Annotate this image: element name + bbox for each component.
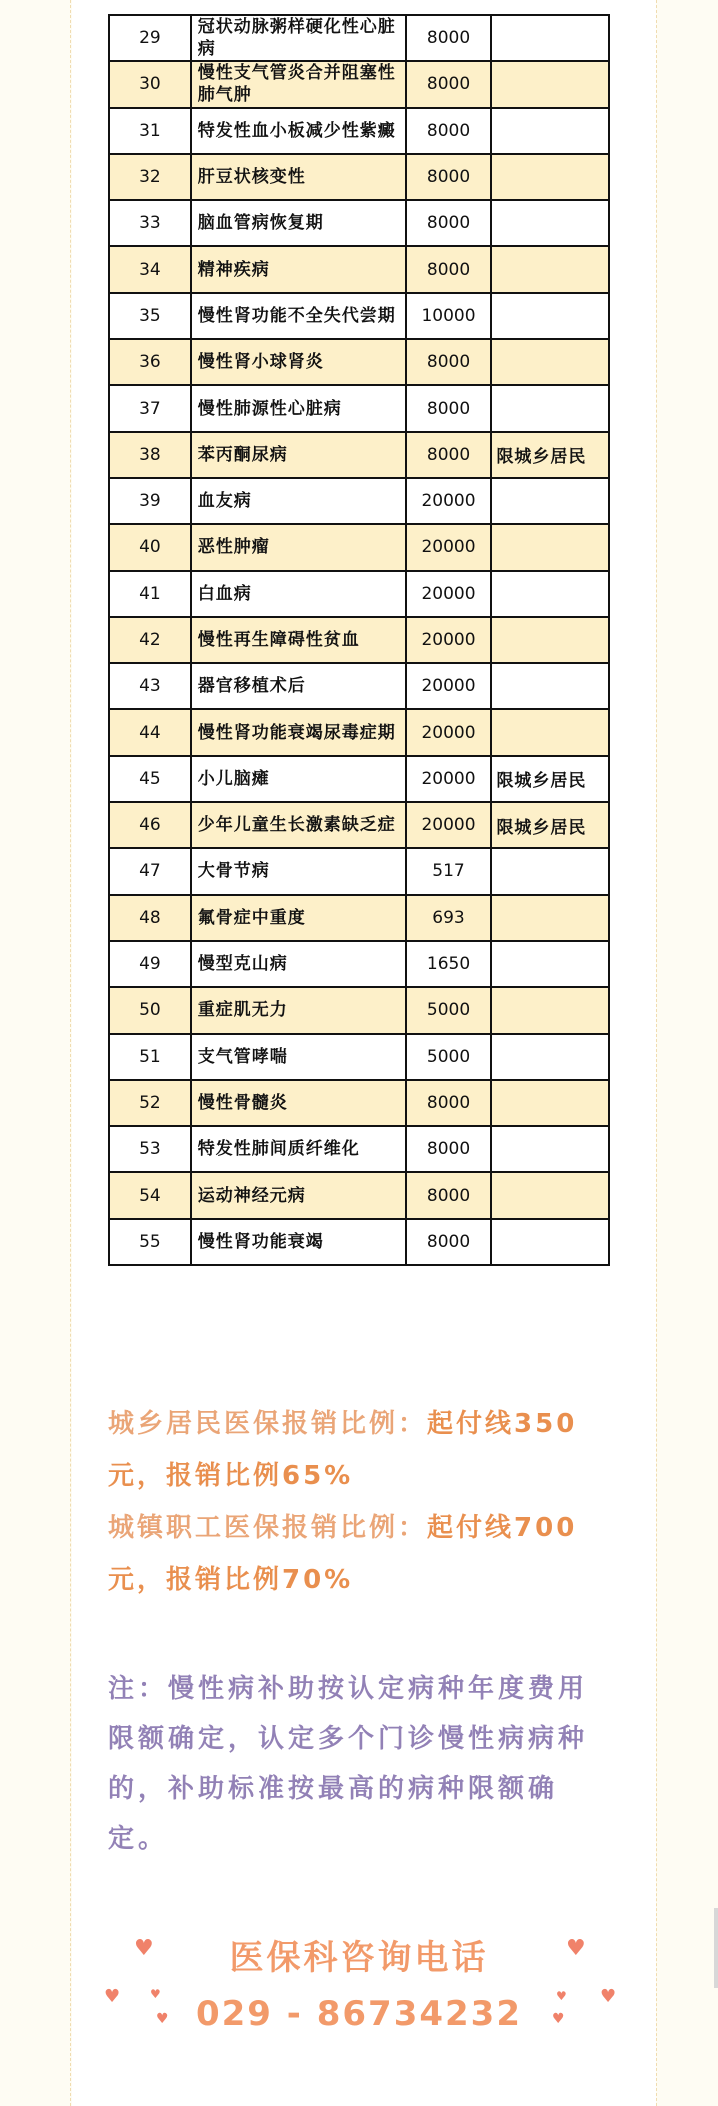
remark <box>491 200 609 246</box>
remark <box>491 709 609 755</box>
disease-name: 大骨节病 <box>191 848 406 894</box>
row-number: 40 <box>109 524 191 570</box>
annual-limit: 8000 <box>406 15 492 61</box>
table-row <box>109 987 609 1033</box>
row-number: 37 <box>109 385 191 431</box>
disease-name: 慢型克山病 <box>191 941 406 987</box>
subsidy-note: 注：慢性病补助按认定病种年度费用限额确定，认定多个门诊慢性病病种的，补助标准按最高的病种限额确定。 <box>108 1674 589 1854</box>
row-number: 36 <box>109 339 191 385</box>
remark <box>491 663 609 709</box>
scroll-edge <box>714 1908 718 1988</box>
remark <box>491 293 609 339</box>
table-row <box>109 663 609 709</box>
annual-limit: 8000 <box>406 1219 492 1265</box>
row-number: 31 <box>109 108 191 154</box>
annual-limit: 8000 <box>406 61 492 107</box>
row-number: 54 <box>109 1172 191 1218</box>
table-row <box>109 1126 609 1172</box>
heart-icon: ♥ <box>600 1986 617 2007</box>
worker-policy-label: 城镇职工医保报销比例： <box>108 1513 428 1543</box>
table-body <box>109 15 609 1265</box>
remark <box>491 571 609 617</box>
heart-icon: ♥ <box>156 2011 169 2027</box>
row-number: 29 <box>109 15 191 61</box>
disease-name: 重症肌无力 <box>191 987 406 1033</box>
annual-limit: 517 <box>406 848 492 894</box>
annual-limit: 8000 <box>406 339 492 385</box>
resident-policy-value: 起付线350元，报销比例65% <box>108 1409 578 1491</box>
remark <box>491 108 609 154</box>
remark <box>491 941 609 987</box>
annual-limit: 20000 <box>406 663 492 709</box>
row-number: 55 <box>109 1219 191 1265</box>
disease-name: 运动神经元病 <box>191 1172 406 1218</box>
row-number: 41 <box>109 571 191 617</box>
row-number: 46 <box>109 802 191 848</box>
annual-limit: 20000 <box>406 617 492 663</box>
annual-limit: 8000 <box>406 1080 492 1126</box>
heart-icon: ♥ <box>556 1989 567 2003</box>
annual-limit: 20000 <box>406 478 492 524</box>
row-number: 47 <box>109 848 191 894</box>
disease-name: 慢性骨髓炎 <box>191 1080 406 1126</box>
table-row <box>109 61 609 107</box>
annual-limit: 8000 <box>406 200 492 246</box>
table-row <box>109 1219 609 1265</box>
annual-limit: 10000 <box>406 293 492 339</box>
row-number: 49 <box>109 941 191 987</box>
row-number: 50 <box>109 987 191 1033</box>
remark: 限城乡居民 <box>491 802 609 848</box>
heart-icon: ♥ <box>552 2011 565 2027</box>
row-number: 39 <box>109 478 191 524</box>
remark <box>491 895 609 941</box>
remark <box>491 524 609 570</box>
resident-policy <box>108 1398 610 1502</box>
remark <box>491 339 609 385</box>
annual-limit: 8000 <box>406 1126 492 1172</box>
annual-limit: 8000 <box>406 432 492 478</box>
disease-name: 器官移植术后 <box>191 663 406 709</box>
table-row <box>109 246 609 292</box>
disease-name: 特发性肺间质纤维化 <box>191 1126 406 1172</box>
table-row <box>109 848 609 894</box>
table-row <box>109 385 609 431</box>
annual-limit: 20000 <box>406 524 492 570</box>
remark <box>491 385 609 431</box>
remark <box>491 617 609 663</box>
heart-icon: ♥ <box>104 1986 121 2007</box>
row-number: 35 <box>109 293 191 339</box>
annual-limit: 5000 <box>406 1034 492 1080</box>
table-row <box>109 339 609 385</box>
disease-name: 慢性肺源性心脏病 <box>191 385 406 431</box>
annual-limit: 8000 <box>406 1172 492 1218</box>
resident-policy-label: 城乡居民医保报销比例： <box>108 1409 428 1439</box>
worker-policy-value: 起付线700元，报销比例70% <box>108 1513 578 1595</box>
disease-name: 白血病 <box>191 571 406 617</box>
row-number: 52 <box>109 1080 191 1126</box>
disease-name: 支气管哮喘 <box>191 1034 406 1080</box>
annual-limit: 693 <box>406 895 492 941</box>
annual-limit: 8000 <box>406 108 492 154</box>
remark <box>491 1034 609 1080</box>
disease-name: 慢性肾功能不全失代尝期 <box>191 293 406 339</box>
disease-name: 脑血管病恢复期 <box>191 200 406 246</box>
heart-icon: ♥ <box>566 1936 586 1961</box>
table-row <box>109 154 609 200</box>
disease-name: 精神疾病 <box>191 246 406 292</box>
annual-limit: 8000 <box>406 246 492 292</box>
remark <box>491 987 609 1033</box>
table-row <box>109 895 609 941</box>
annual-limit: 8000 <box>406 385 492 431</box>
disease-name: 冠状动脉粥样硬化性心脏病 <box>191 15 406 61</box>
row-number: 38 <box>109 432 191 478</box>
table-row <box>109 1080 609 1126</box>
remark <box>491 1172 609 1218</box>
disease-name: 苯丙酮尿病 <box>191 432 406 478</box>
annual-limit: 8000 <box>406 154 492 200</box>
remark: 限城乡居民 <box>491 756 609 802</box>
annual-limit: 5000 <box>406 987 492 1033</box>
annual-limit: 20000 <box>406 571 492 617</box>
row-number: 42 <box>109 617 191 663</box>
table-row <box>109 15 609 61</box>
row-number: 32 <box>109 154 191 200</box>
disease-name: 肝豆状核变性 <box>191 154 406 200</box>
table-row <box>109 432 609 478</box>
table-row <box>109 756 609 802</box>
remark <box>491 246 609 292</box>
remark <box>491 1219 609 1265</box>
chronic-disease-table <box>108 14 610 1266</box>
hotline-title: 医保科咨询电话 <box>229 1938 489 1978</box>
disease-name: 特发性血小板减少性紫癜 <box>191 108 406 154</box>
disease-name: 血友病 <box>191 478 406 524</box>
table-row <box>109 571 609 617</box>
row-number: 30 <box>109 61 191 107</box>
table-row <box>109 1034 609 1080</box>
remark <box>491 848 609 894</box>
hotline-phone[interactable]: 029 - 86734232 <box>195 1994 522 2034</box>
table-row <box>109 478 609 524</box>
disease-name: 慢性肾功能衰竭 <box>191 1219 406 1265</box>
remark <box>491 15 609 61</box>
table-row <box>109 941 609 987</box>
table-row <box>109 709 609 755</box>
row-number: 44 <box>109 709 191 755</box>
table-row <box>109 108 609 154</box>
annual-limit: 20000 <box>406 802 492 848</box>
row-number: 51 <box>109 1034 191 1080</box>
worker-policy <box>108 1502 610 1606</box>
remark <box>491 1126 609 1172</box>
heart-icon: ♥ <box>150 1987 161 2001</box>
remark <box>491 61 609 107</box>
disease-name: 小儿脑瘫 <box>191 756 406 802</box>
annual-limit: 20000 <box>406 709 492 755</box>
annual-limit: 20000 <box>406 756 492 802</box>
table-row <box>109 293 609 339</box>
disease-name: 氟骨症中重度 <box>191 895 406 941</box>
right-dashed-border <box>656 0 658 2106</box>
row-number: 48 <box>109 895 191 941</box>
row-number: 53 <box>109 1126 191 1172</box>
disease-name: 慢性再生障碍性贫血 <box>191 617 406 663</box>
row-number: 34 <box>109 246 191 292</box>
disease-name: 慢性肾小球肾炎 <box>191 339 406 385</box>
table-row <box>109 802 609 848</box>
remark: 限城乡居民 <box>491 432 609 478</box>
heart-icon: ♥ <box>134 1936 154 1961</box>
table-row <box>109 1172 609 1218</box>
annual-limit: 1650 <box>406 941 492 987</box>
table-row <box>109 617 609 663</box>
table-row <box>109 524 609 570</box>
disease-name: 慢性支气管炎合并阻塞性肺气肿 <box>191 61 406 107</box>
disease-name: 慢性肾功能衰竭尿毒症期 <box>191 709 406 755</box>
row-number: 43 <box>109 663 191 709</box>
remark <box>491 1080 609 1126</box>
table-row <box>109 200 609 246</box>
remark <box>491 478 609 524</box>
row-number: 33 <box>109 200 191 246</box>
disease-name: 少年儿童生长激素缺乏症 <box>191 802 406 848</box>
row-number: 45 <box>109 756 191 802</box>
remark <box>491 154 609 200</box>
disease-name: 恶性肿瘤 <box>191 524 406 570</box>
